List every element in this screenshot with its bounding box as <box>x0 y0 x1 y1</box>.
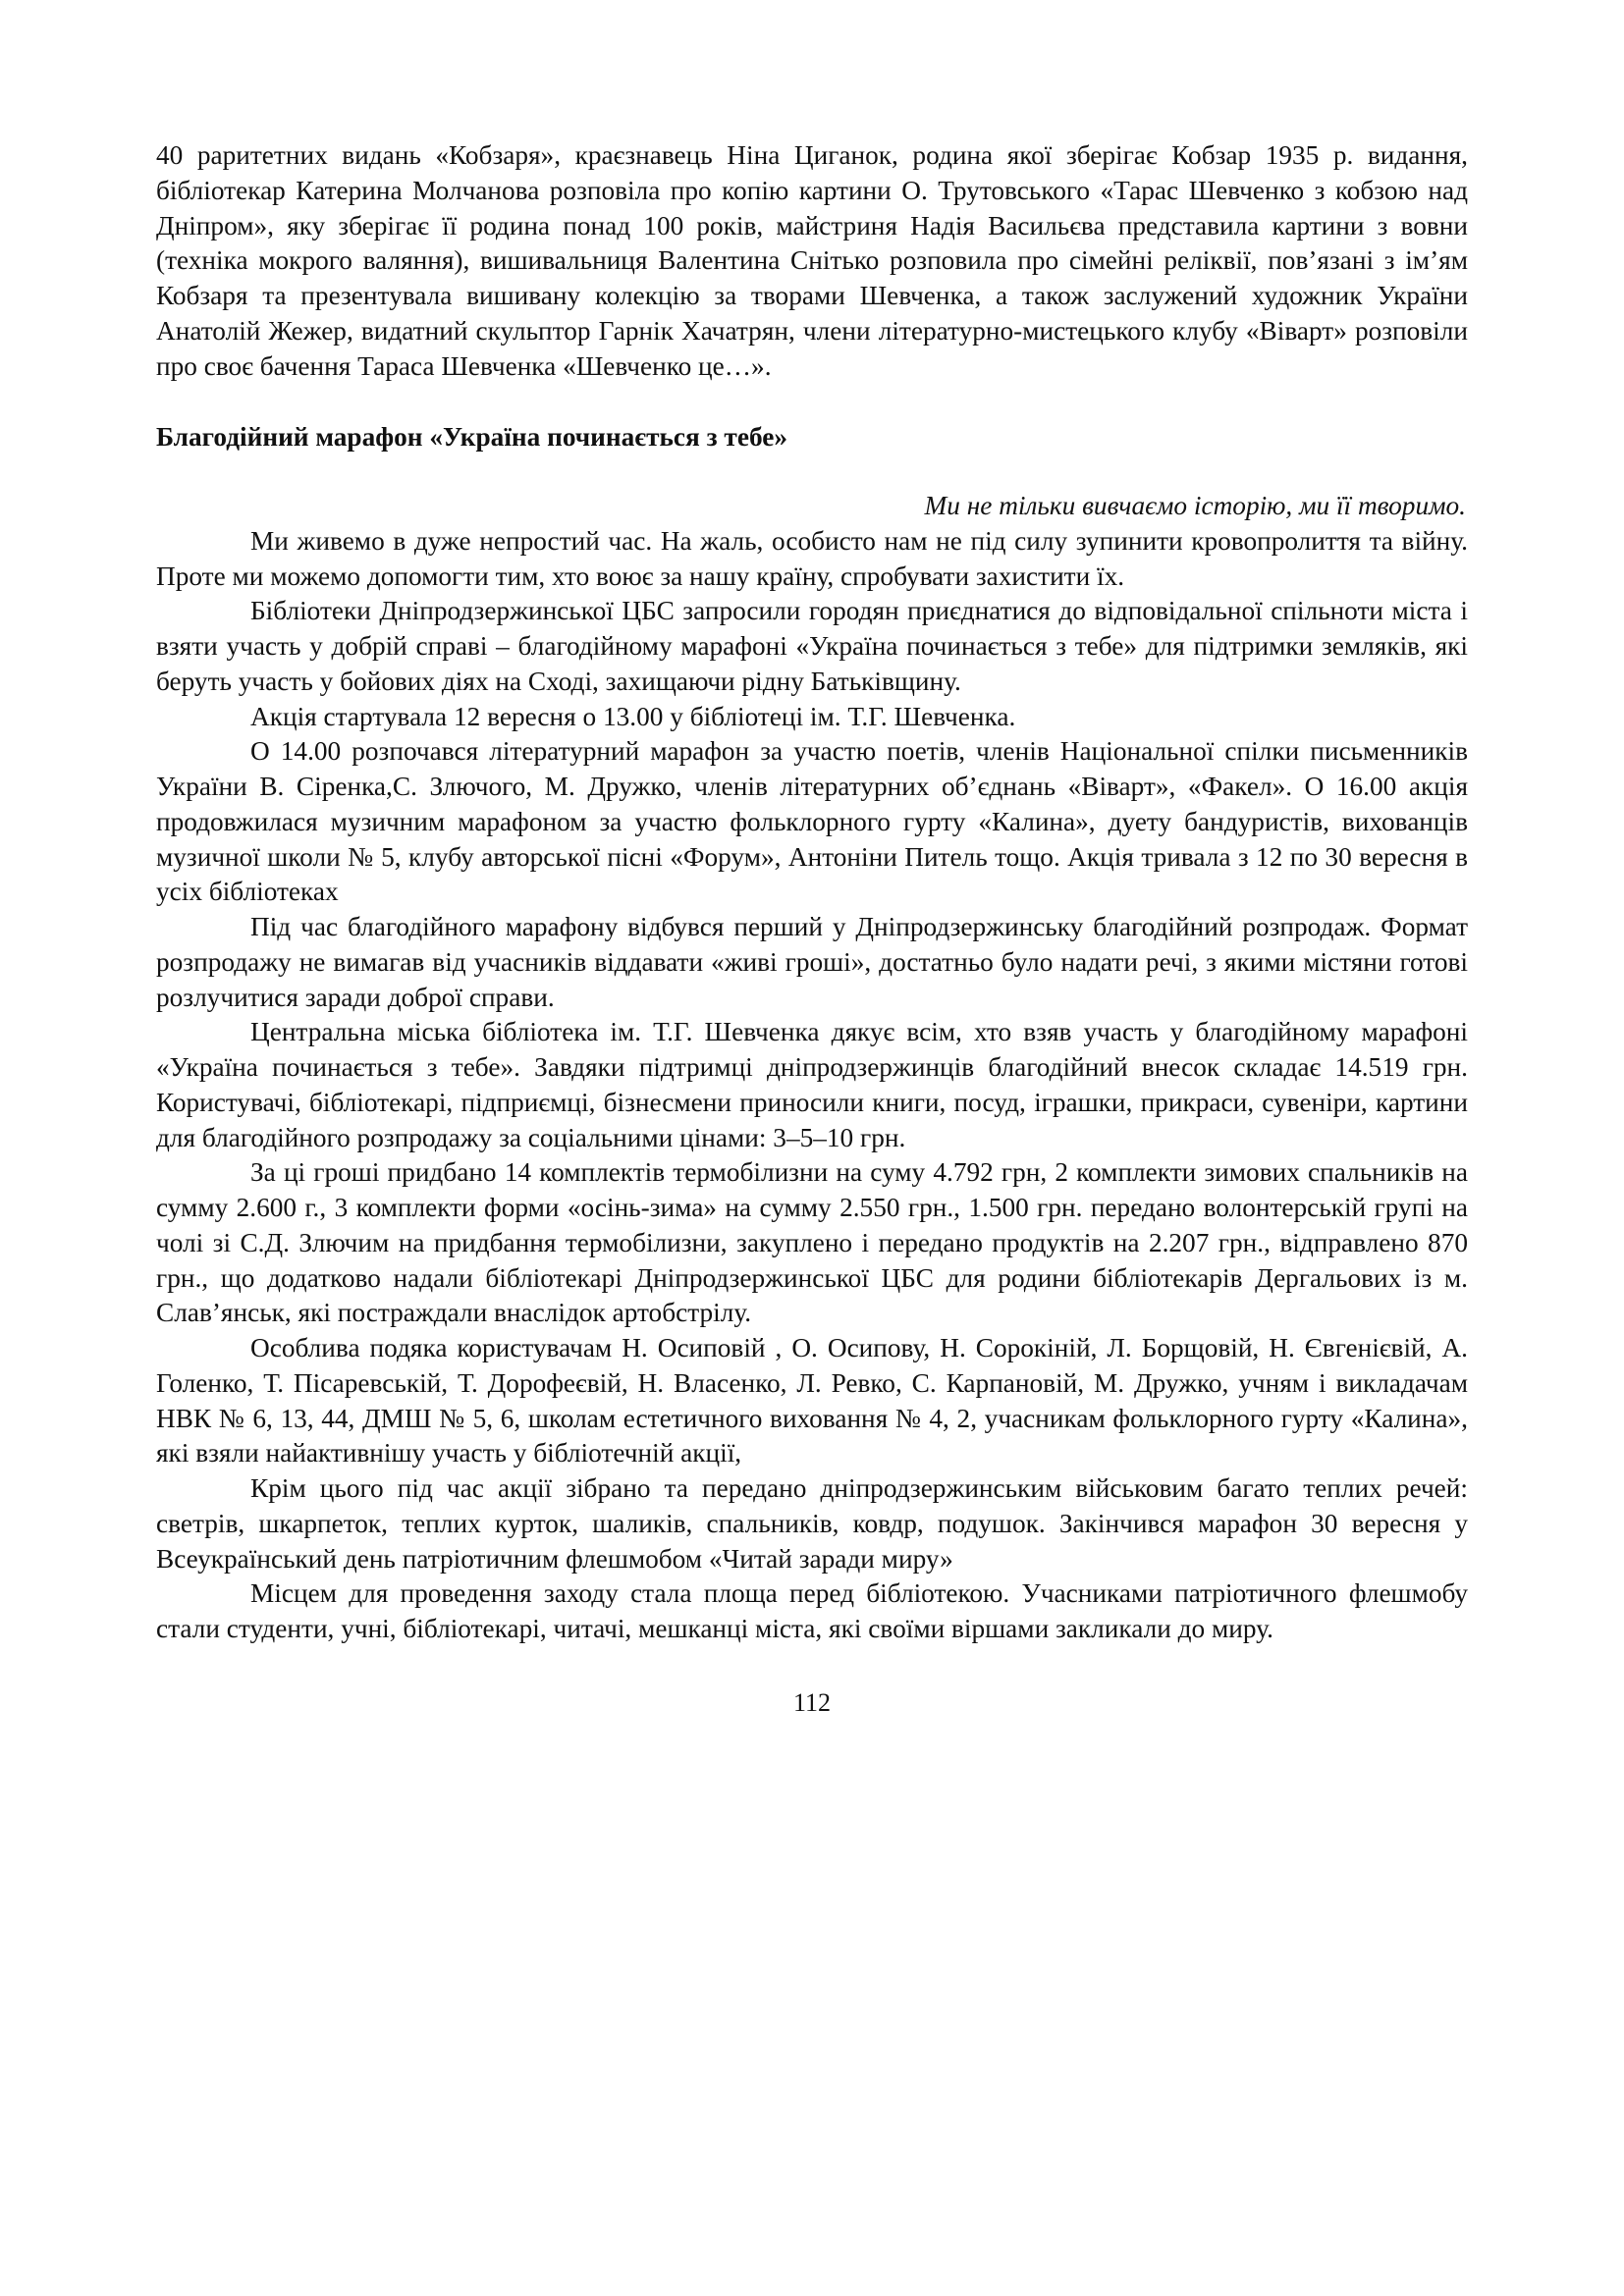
paragraph: За ці гроші придбано 14 комплектів термобілизни на суму 4.792 грн, 2 комплекти зимових спальників на сумму 2.600 г., 3 комплекти форми «осінь-зима» на сумму 2.550 грн., 1.500 грн. передано волонтерській групі на чолі зі С.Д. Злючим на придбання термобілизни, закуплено і передано продуктів на 2.207 грн., відправлено 870 грн., що додатково надали бібліотекарі Дніпродзержинської ЦБС для родини бібліотекарів Дергальових із м. Слав’янськ, які постраждали внаслідок артобстрілу. <box>156 1157 1468 1328</box>
paragraph: Центральна міська бібліотека ім. Т.Г. Шевченка дякує всім, хто взяв участь у благодійному марафоні «Україна починається з тебе». Завдяки підтримці дніпродзержинців благодійний внесок складає 14.519 грн. Користувачі, бібліотекарі, підприємці, бізнесмени приносили книги, посуд, іграшки, прикраси, сувеніри, картини для благодійного розпродажу за соціальними цінами: 3–5–10 грн. <box>156 1017 1468 1152</box>
paragraph: Акція стартувала 12 вересня о 13.00 у бібліотеці ім. Т.Г. Шевченка. <box>250 701 1016 731</box>
paragraph: Крім цього під час акції зібрано та передано дніпродзержинським військовим багато теплих речей: светрів, шкарпеток, теплих курток, шаликів, спальників, ковдр, подушок. Закінчився марафон 30 вересня у Всеукраїнський день патріотичним флешмобом «Читай заради миру» <box>156 1473 1468 1574</box>
paragraph: Ми живемо в дуже непростий час. На жаль, особисто нам не під силу зупинити кровопролиття та війну. Проте ми можемо допомогти тим, хто воює за нашу країну, спробувати захистити їх. <box>156 525 1468 591</box>
paragraph: О 14.00 розпочався літературний марафон за участю поетів, членів Національної спілки письменників України В. Сіренка,С. Злючого, М. Дружко, членів літературних об’єднань «Віварт», «Факел». О 16.00 акція продовжилася музичним марафоном за участю фольклорного гурту «Калина», дуету бандуристів, вихованців музичної школи № 5, клубу авторської пісні «Форум», Антоніни Питель тощо. Акція тривала з 12 по 30 вересня в усіх бібліотеках <box>156 736 1468 907</box>
paragraph: Бібліотеки Дніпродзержинської ЦБС запросили городян приєднатися до відповідальної спільноти міста і взяти участь у добрій справі – благодійному марафоні «Україна починається з тебе» для підтримки земляків, які беруть участь у бойових діях на Сході, захищаючи рідну Батьківщину. <box>156 596 1468 696</box>
paragraph: Особлива подяка користувачам Н. Осиповій , О. Осипову, Н. Сорокіній, Л. Борщовій, Н. Євгенієвій, А. Голенко, Т. Пісаревській, Т. Дорофеєвій, Н. Власенко, Л. Ревко, С. Карпановій, М. Дружко, учням і викладачам НВК № 6, 13, 44, ДМШ № 5, 6, школам естетичного виховання № 4, 2, учасникам фольклорного гурту «Калина», які взяли найактивнішу участь у бібліотечній акції, <box>156 1333 1468 1468</box>
intro-paragraph: 40 раритетних видань «Кобзаря», краєзнавець Ніна Циганок, родина якої зберігає Кобзар 1935 р. видання, бібліотекар Катерина Молчанова розповіла про копію картини О. Трутовського «Тарас Шевченко з кобзою над Дніпром», яку зберігає її родина понад 100 років, майстриня Надія Васильєва представила картини з вовни (техніка мокрого валяння), вишивальниця Валентина Снітько розповила про сімейні реліквії, пов’язані з ім’ям Кобзаря та презентувала вишивану колекцію за творами Шевченка, а також заслужений художник України Анатолій Жежер, видатний скульптор Гарнік Хачатрян, члени літературно-мистецького клубу «Віварт» розповіли про своє бачення Тараса Шевченка «Шевченко це…». <box>156 140 1468 381</box>
body-text <box>156 138 1468 1647</box>
paragraph: Місцем для проведення заходу стала площа перед бібліотекою. Учасниками патріотичного флешмобу стали студенти, учні, бібліотекарі, читачі, мешканці міста, які своїми віршами закликали до миру. <box>156 1578 1468 1643</box>
paragraph: Під час благодійного марафону відбувся перший у Дніпродзержинську благодійний розпродаж. Формат розпродажу не вимагав від учасників віддавати «живі гроші», достатньо було надати речі, з якими містяни готові розлучитися заради доброї справи. <box>156 912 1468 1012</box>
page-number: 112 <box>792 1688 832 1717</box>
section-heading: Благодійний марафон «Україна починається з тебе» <box>156 422 787 453</box>
epigraph: Ми не тільки вивчаємо історію, ми її творимо. <box>924 491 1466 520</box>
